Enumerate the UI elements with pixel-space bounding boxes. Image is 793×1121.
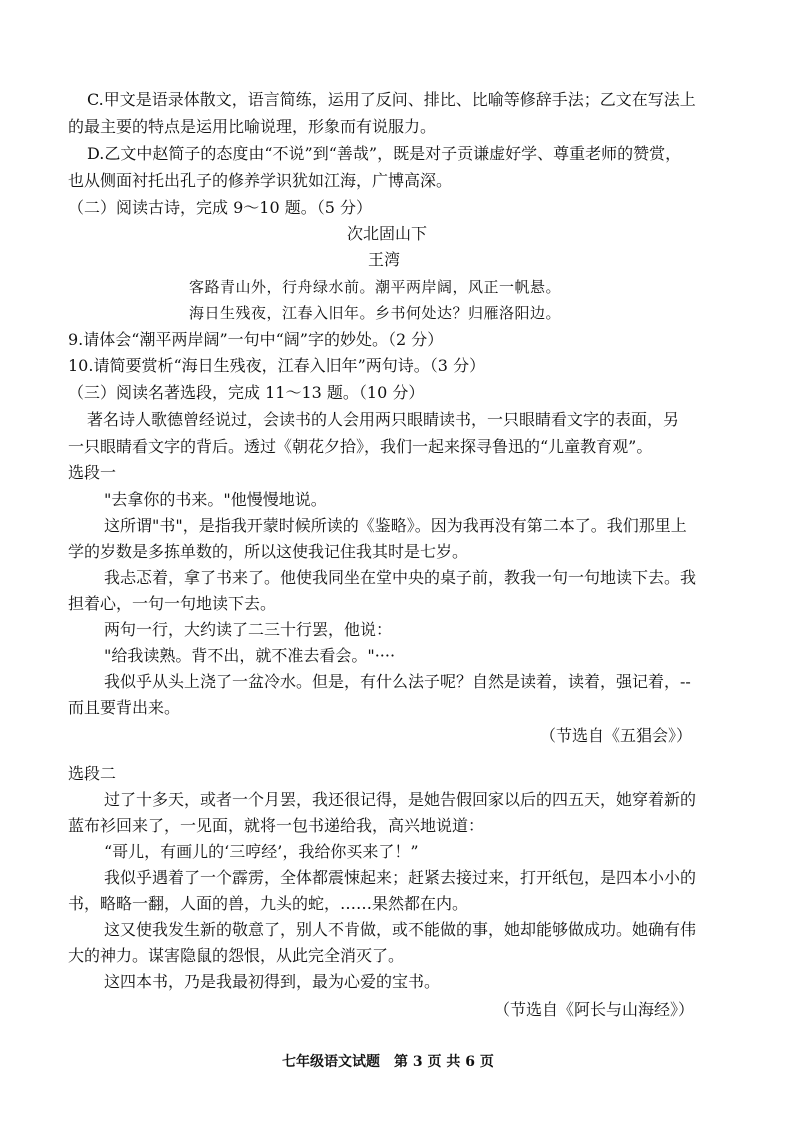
- poem-title: 次北固山下: [347, 224, 428, 243]
- excerpt2-line: 这四本书，乃是我最初得到，最为心爱的宝书。: [104, 972, 441, 991]
- excerpt2-line: “哥儿，有画儿的‘三哼经’，我给你买来了！”: [104, 842, 419, 861]
- excerpt1-line: 而且要背出来。: [68, 698, 181, 717]
- excerpt1-label: 选段一: [68, 463, 117, 482]
- poem-line-1: 客路青山外，行舟绿水前。潮平两岸阔，风正一帆悬。: [189, 278, 562, 296]
- excerpt1-line: 学的岁数是多拣单数的，所以这使我记住我其时是七岁。: [68, 542, 469, 561]
- excerpt2-line: 过了十多天，或者一个月罢，我还很记得，是她告假回家以后的四五天，她穿着新的: [104, 790, 697, 809]
- excerpt1-line: "去拿你的书来。"他慢慢地说。: [104, 490, 327, 509]
- excerpt2-source: （节选自《阿长与山海经》）: [494, 1000, 695, 1019]
- excerpt1-line: 我似乎从头上浇了一盆冷水。但是，有什么法子呢？自然是读着，读着，强记着，--: [104, 672, 691, 691]
- section3-intro-line1: 著名诗人歌德曾经说过，会读书的人会用两只眼睛读书，一只眼睛看文字的表面，另: [87, 410, 680, 429]
- excerpt1-line: 我忐忑着，拿了书来了。他使我同坐在堂中央的桌子前，教我一句一句地读下去。我: [104, 568, 697, 587]
- excerpt2-label: 选段二: [68, 764, 117, 783]
- poem-author: 王湾: [368, 250, 401, 269]
- excerpt1-line: "给我读熟。背不出，就不准去看会。"····: [104, 646, 396, 665]
- question-10: 10.请简要赏析“海日生残夜，江春入旧年”两句诗。（3 分）: [68, 356, 486, 375]
- option-d-line1: D.乙文中赵简子的态度由“不说”到“善哉”，既是对子贡谦虚好学、尊重老师的赞赏，: [87, 144, 682, 163]
- section3-header: （三）阅读名著选段，完成 11～13 题。（10 分）: [68, 383, 425, 402]
- excerpt2-line: 这又使我发生新的敬意了，别人不肯做，或不能做的事，她却能够做成功。她确有伟: [104, 920, 697, 939]
- excerpt1-line: 这所谓"书"，是指我开蒙时候所读的《鉴略》。因为我再没有第二本了。我们那里上: [104, 516, 687, 535]
- excerpt1-source: （节选自《五猖会》）: [540, 726, 693, 745]
- excerpt2-line: 书，略略一翻，人面的兽，九头的蛇，……果然都在内。: [68, 894, 469, 913]
- section2-header: （二）阅读古诗，完成 9～10 题。（5 分）: [68, 198, 372, 217]
- question-9: 9.请体会“潮平两岸阔”一句中“阔”字的妙处。（2 分）: [68, 330, 444, 349]
- option-c-line2: 的最主要的特点是运用比喻说理，形象而有说服力。: [68, 117, 437, 136]
- excerpt2-line: 蓝布衫回来了，一见面，就将一包书递给我，高兴地说道：: [68, 816, 485, 835]
- option-c-line1: C.甲文是语录体散文，语言简练，运用了反问、排比、比喻等修辞手法；乙文在写法上: [87, 90, 696, 109]
- section3-intro-line2: 一只眼睛看文字的背后。透过《朝花夕拾》，我们一起来探寻鲁迅的“儿童教育观”。: [68, 437, 653, 456]
- excerpt1-line: 担着心，一句一句地读下去。: [68, 594, 277, 613]
- excerpt2-line: 大的神力。谋害隐鼠的怨恨，从此完全消灭了。: [68, 946, 405, 965]
- poem-line-2: 海日生残夜，江春入旧年。乡书何处达？归雁洛阳边。: [189, 304, 562, 322]
- excerpt1-line: 两句一行，大约读了二三十行罢，他说：: [104, 620, 393, 639]
- page-footer: 七年级语文试题 第 3 页 共 6 页: [282, 1054, 494, 1070]
- option-d-line2: 也从侧面衬托出孔子的修养学识犹如江海，广博高深。: [68, 171, 453, 190]
- excerpt2-line: 我似乎遇着了一个霹雳，全体都震悚起来；赶紧去接过来，打开纸包，是四本小小的: [104, 868, 697, 887]
